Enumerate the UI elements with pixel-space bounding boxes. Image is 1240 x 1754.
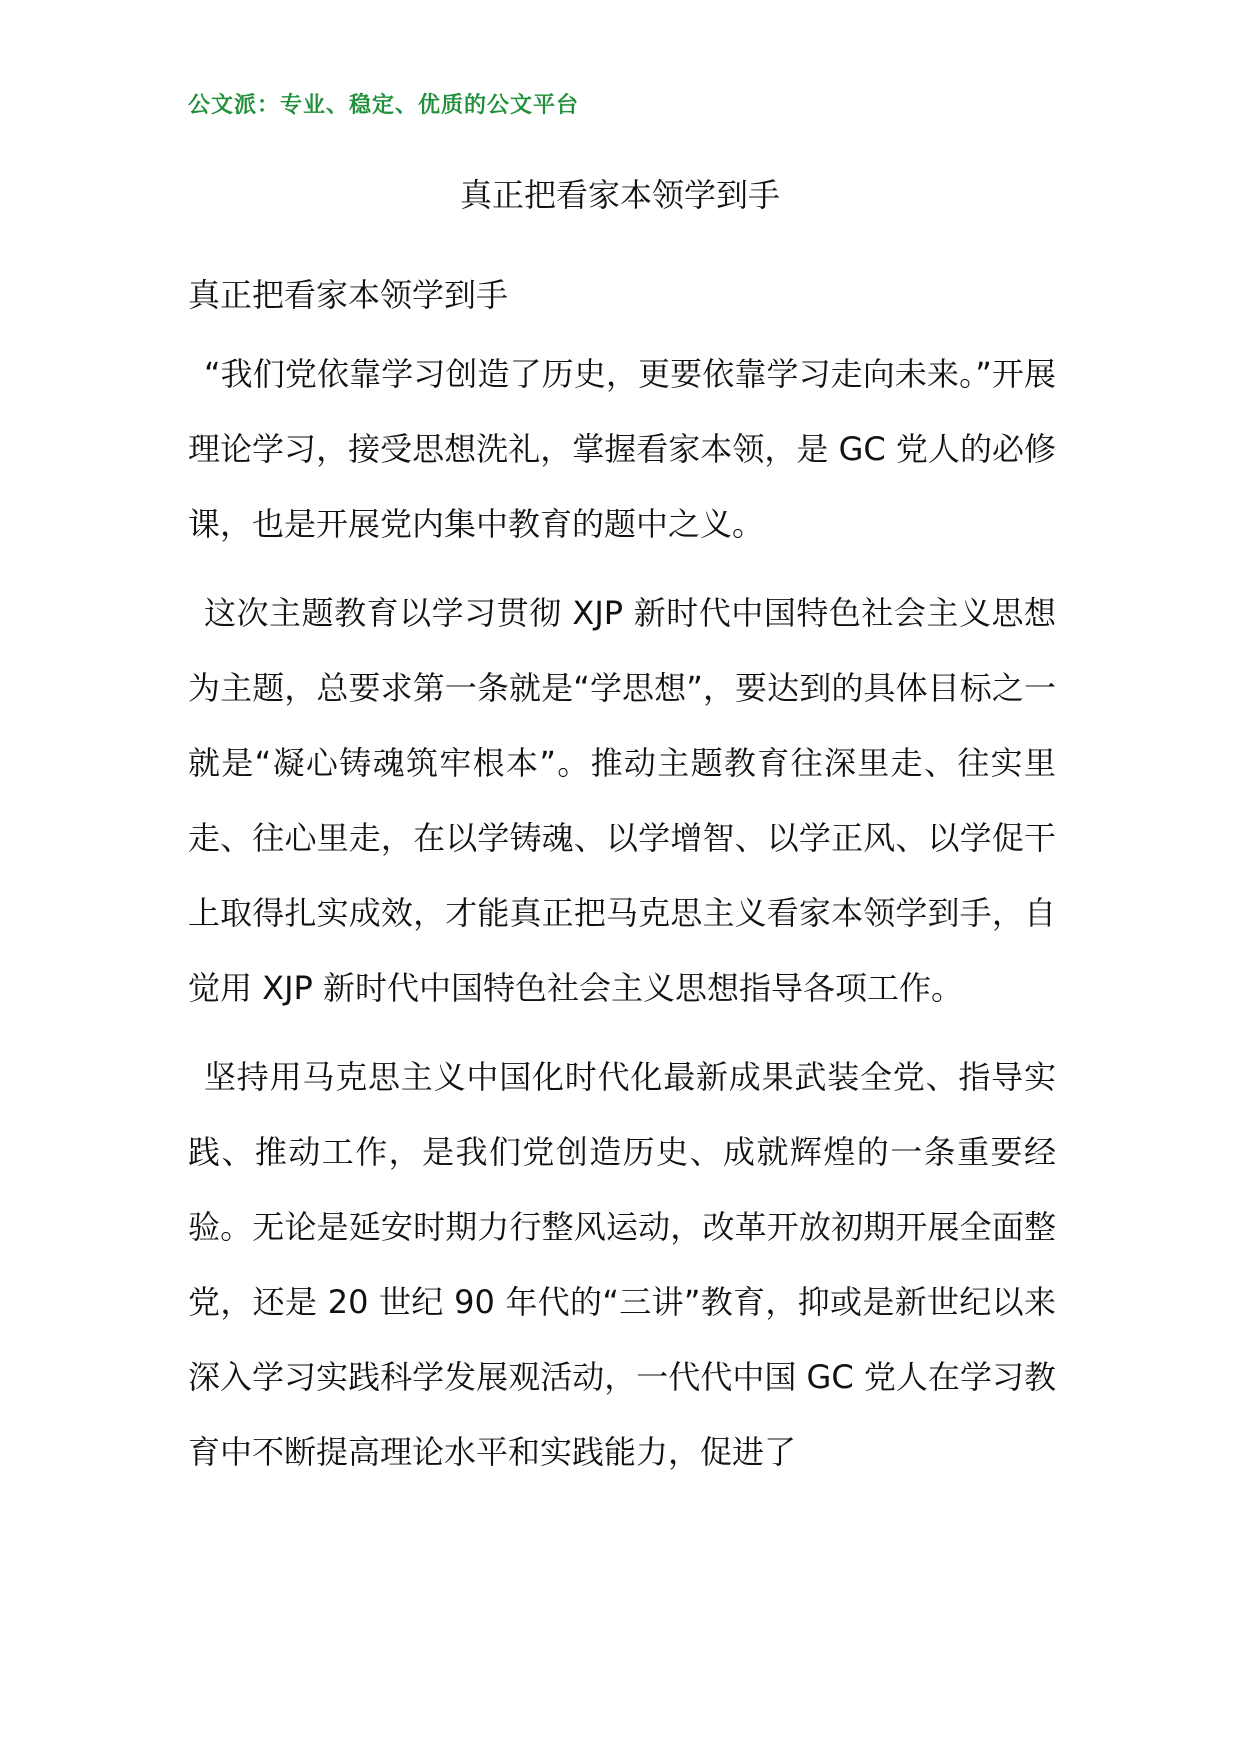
document-body — [188, 257, 1056, 1504]
document-title: 真正把看家本领学到手 — [459, 176, 780, 214]
document-subtitle: 真正把看家本领学到手 — [188, 276, 509, 314]
brand-header: 公文派：专业、稳定、优质的公文平台 — [188, 93, 580, 118]
paragraph: 这次主题教育以学习贯彻 XJP 新时代中国特色社会主义思想为主题，总要求第一条就是“学思想”，要达到的具体目标之一就是“凝心铸魂筑牢根本”。推动主题教育往深里走、往实里走、往心里走，在以学铸魂、以学增智、以学正风、以学促干上取得扎实成效，才能真正把马克思主义看家本领学到手，自觉用 XJP 新时代中国特色社会主义思想指导各项工作。 — [188, 594, 1056, 1007]
paragraph: “我们党依靠学习创造了历史，更要依靠学习走向未来。”开展理论学习，接受思想洗礼，掌握看家本领，是 GC 党人的必修课，也是开展党内集中教育的题中之义。 — [188, 355, 1056, 543]
paragraph: 坚持用马克思主义中国化时代化最新成果武装全党、指导实践、推动工作，是我们党创造历史、成就辉煌的一条重要经验。无论是延安时期力行整风运动，改革开放初期开展全面整党，还是 20 世纪 90 年代的“三讲”教育，抑或是新世纪以来深入学习实践科学发展观活动，一代代中国 GC 党人在学习教育中不断提高理论水平和实践能力，促进了 — [188, 1058, 1056, 1471]
